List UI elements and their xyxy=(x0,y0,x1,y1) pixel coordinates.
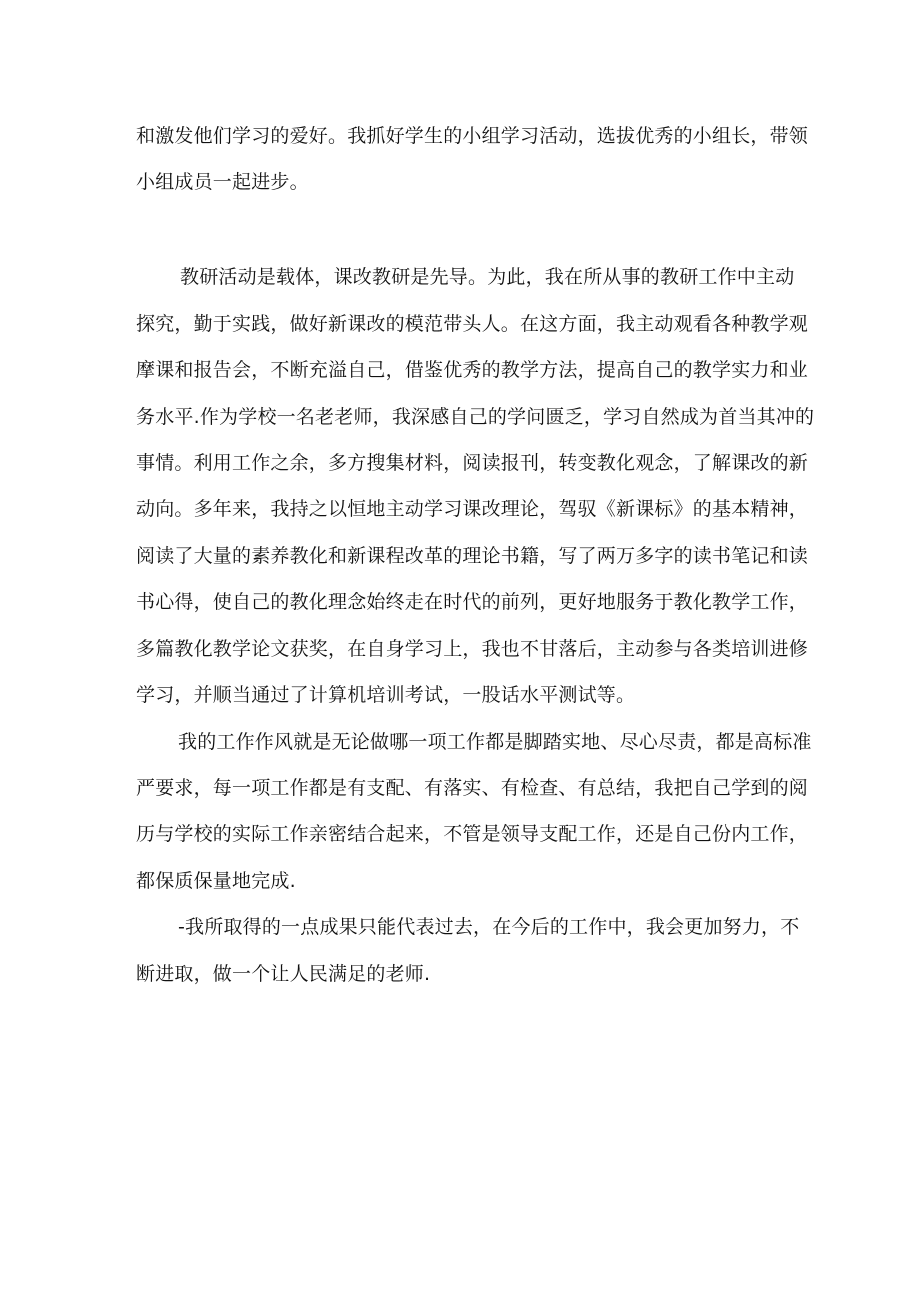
paragraph-2-line-4: 务水平.作为学校一名老老师，我深感自己的学问匮乏，学习自然成为首当其冲的 xyxy=(136,406,815,428)
paragraph-2-line-3: 摩课和报告会，不断充溢自己，借鉴优秀的教学方法，提高自己的教学实力和业 xyxy=(136,359,809,381)
paragraph-1-line-2: 小组成员一起进步。 xyxy=(136,171,309,193)
paragraph-2-line-10: 学习，并顺当通过了计算机培训考试，一股话水平测试等。 xyxy=(136,684,636,706)
paragraph-3-line-4: 都保质保量地完成. xyxy=(136,870,296,892)
paragraph-2-line-5: 事情。利用工作之余，多方搜集材料，阅读报刊，转变教化观念，了解课改的新 xyxy=(136,452,809,474)
paragraph-2-line-6: 动向。多年来，我持之以恒地主动学习课改理论，驾驭《新课标》的基本精神， xyxy=(136,498,809,520)
paragraph-2-line-2: 探究，勤于实践，做好新课改的模范带头人。在这方面，我主动观看各种教学观 xyxy=(136,313,809,335)
paragraph-1-line-1: 和激发他们学习的爱好。我抓好学生的小组学习活动，选拔优秀的小组长，带领 xyxy=(136,125,809,147)
paragraph-2-line-7: 阅读了大量的素养教化和新课程改革的理论书籍，写了两万多字的读书笔记和读 xyxy=(136,545,809,567)
paragraph-2-line-9: 多篇教化教学论文获奖，在自身学习上，我也不甘落后，主动参与各类培训进修 xyxy=(136,638,809,660)
paragraph-4-line-1: -我所取得的一点成果只能代表过去，在今后的工作中，我会更加努力，不 xyxy=(178,916,800,938)
paragraph-4-line-2: 断进取，做一个让人民满足的老师. xyxy=(136,963,431,985)
paragraph-3-line-3: 历与学校的实际工作亲密结合起来，不管是领导支配工作，还是自己份内工作， xyxy=(136,823,809,845)
paragraph-3-line-1: 我的工作作风就是无论做哪一项工作都是脚踏实地、尽心尽责，都是高标准 xyxy=(178,731,812,753)
paragraph-3-line-2: 严要求，每一项工作都是有支配、有落实、有检查、有总结，我把自己学到的阅 xyxy=(136,777,809,799)
paragraph-2-line-1: 教研活动是载体，课改教研是先导。为此，我在所从事的教研工作中主动 xyxy=(180,266,795,288)
paragraph-2-line-8: 书心得，使自己的教化理念始终走在时代的前列，更好地服务于教化教学工作， xyxy=(136,591,809,613)
